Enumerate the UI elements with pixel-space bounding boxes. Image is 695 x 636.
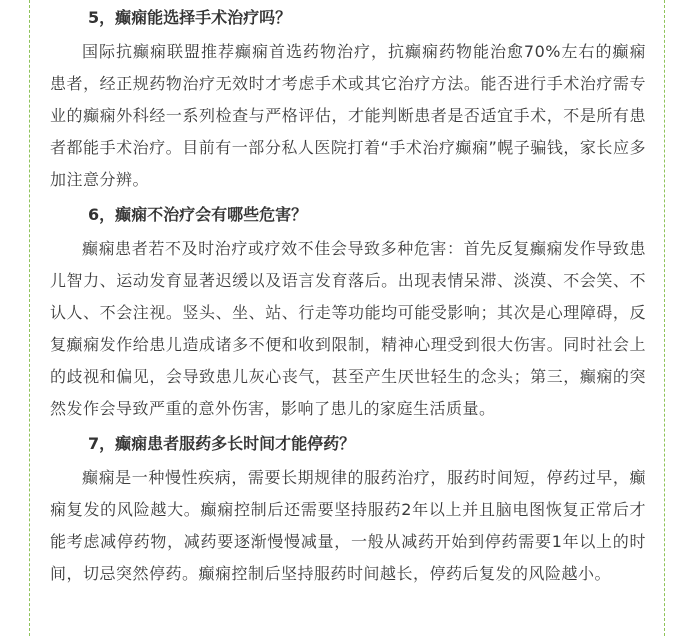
faq-section-5 bbox=[50, 0, 646, 196]
article-content bbox=[50, 0, 646, 590]
faq-section-7 bbox=[50, 426, 646, 590]
faq-section-6 bbox=[50, 197, 646, 425]
section-paragraph: 国际抗癫痫联盟推荐癫痫首选药物治疗，抗癫痫药物能治愈70%左右的癫痫患者，经正规药物治疗无效时才考虑手术或其它治疗方法。能否进行手术治疗需专业的癫痫外科经一系列检查与严格评估，才能判断患者是否适宜手术，不是所有患者都能手术治疗。目前有一部分私人医院打着“手术治疗癫痫”幌子骗钱，家长应多加注意分辨。 bbox=[50, 42, 646, 189]
section-heading: 5，癫痫能选择手术治疗吗？ bbox=[88, 8, 292, 27]
section-heading: 6，癫痫不治疗会有哪些危害？ bbox=[88, 205, 308, 224]
section-paragraph: 癫痫是一种慢性疾病，需要长期规律的服药治疗，服药时间短，停药过早，癫痫复发的风险越大。癫痫控制后还需要坚持服药2年以上并且脑电图恢复正常后才能考虑减停药物，减药要逐渐慢慢减量，一般从减药开始到停药需要1年以上的时间，切忌突然停药。癫痫控制后坚持服药时间越长，停药后复发的风险越小。 bbox=[50, 468, 646, 583]
section-heading: 7，癫痫患者服药多长时间才能停药？ bbox=[88, 434, 356, 453]
section-paragraph: 癫痫患者若不及时治疗或疗效不佳会导致多种危害：首先反复癫痫发作导致患儿智力、运动发育显著迟缓以及语言发育落后。出现表情呆滞、淡漠、不会笑、不认人、不会注视。竖头、坐、站、行走等功能均可能受影响；其次是心理障碍，反复癫痫发作给患儿造成诸多不便和收到限制，精神心理受到很大伤害。同时社会上的歧视和偏见，会导致患儿灰心丧气，甚至产生厌世轻生的念头；第三，癫痫的突然发作会导致严重的意外伤害，影响了患儿的家庭生活质量。 bbox=[50, 239, 646, 418]
